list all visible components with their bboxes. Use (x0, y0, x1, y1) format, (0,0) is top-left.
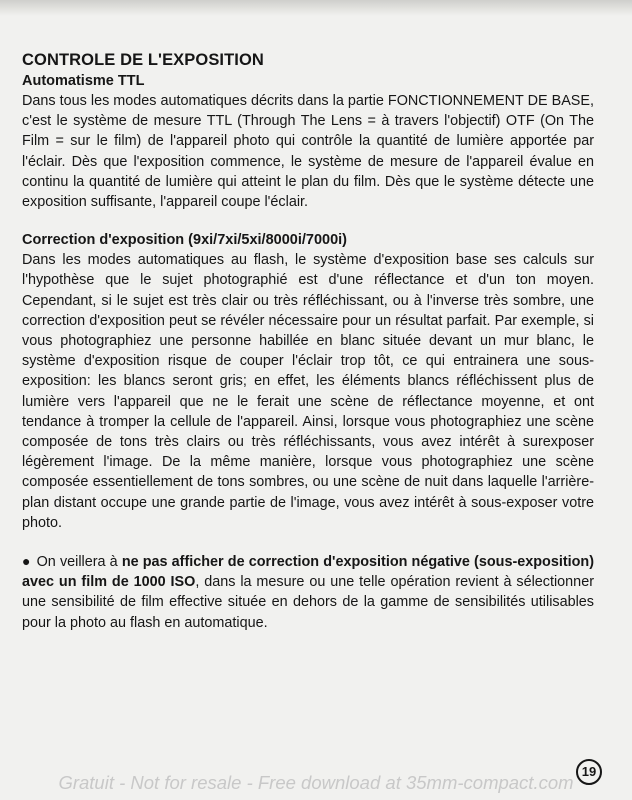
section-body-correction: Dans les modes automatiques au flash, le système d'exposition base ses calculs sur l'hypothèse que le sujet photographié est d'une réflectance et d'un ton moyen. Cependant, si le sujet est très clair ou très réfléchissant, ou à l'inverse très sombre, une correction d'exposition peut se révéler nécessaire pour un résultat parfait. Par exemple, si vous photographiez une personne habillée en blanc située devant un mur blanc, le système d'exposition risque de couper l'éclair trop tôt, ce qui entrainera une sous-exposition: les blancs seront gris; en effet, les éléments blancs réfléchissent plus de lumière vers l'appareil que ne le ferait une scène de réflectance moyenne, et ont tendance à tromper la cellule de l'appareil. Ainsi, lorsque vous photographiez une scène composée de tons très clairs ou très réfléchissants, vous avez intérêt à surexposer légèrement l'image. De la même manière, lorsque vous photographiez une scène composée essentiellement de tons sombres, ou une scène de nuit dans laquelle l'arrière-plan distant occupe une grande partie de l'image, vous avez intérêt à sous-exposer votre photo. (22, 252, 594, 531)
page-number: 19 (576, 759, 602, 785)
section-correction (22, 230, 594, 533)
section-heading-ttl: Automatisme TTL (22, 73, 145, 89)
section-body-ttl: Dans tous les modes automatiques décrits dans la partie FONCTIONNEMENT DE BASE, c'est le système de mesure TTL (Through The Lens = à travers l'objectif) OTF (On The Film = sur le film) de l'appareil photo qui contrôle la quantité de lumière apportée par l'éclair. Dès que l'exposition commence, le système de mesure de l'appareil évalue en continu la quantité de lumière qui atteint le plan du film. Dès que le système détecte une exposition suffisante, l'appareil coupe l'éclair. (22, 93, 594, 211)
note-prefix: On veillera à (36, 554, 122, 571)
note-suffix: , dans la mesure ou une telle opération revient à sélectionner une sensibilité de film effective située en dehors de la gamme de sensibilités utilisables pour la photo au flash en automatique. (22, 574, 594, 631)
note-emphasis: ne pas afficher de correction d'exposition négative (sous-exposition) avec un film de 1000 ISO (22, 554, 594, 591)
watermark: Gratuit - Not for resale - Free download at 35mm-compact.com (58, 772, 574, 793)
bullet-icon: ● (22, 553, 31, 570)
warning-note (22, 551, 594, 633)
section-heading-correction: Correction d'exposition (9xi/7xi/5xi/8000i/7000i) (22, 232, 347, 249)
scan-top-shadow (0, 0, 632, 16)
page-title: CONTROLE DE L'EXPOSITION (22, 51, 264, 69)
section-ttl (22, 71, 594, 212)
page-content (22, 50, 594, 633)
